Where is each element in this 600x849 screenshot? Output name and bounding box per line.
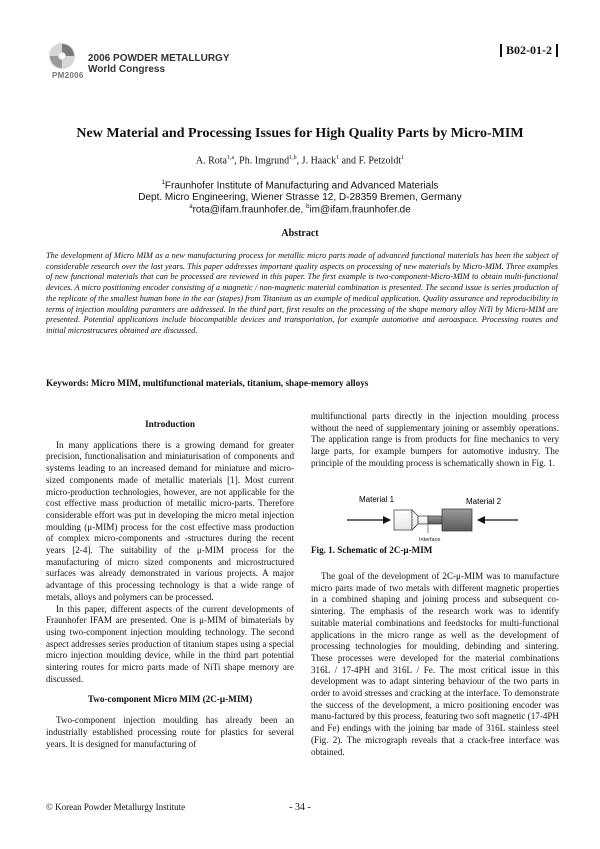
- logo-swirl-icon: [46, 42, 78, 72]
- author-name: Ph. Imgrund: [239, 155, 290, 167]
- abstract-heading: Abstract: [281, 228, 319, 239]
- material-2-label: Material 2: [466, 497, 502, 506]
- author-separator: and: [339, 155, 359, 167]
- author-name: F. Petzoldt: [358, 155, 402, 167]
- left-column: [46, 419, 294, 750]
- abstract-text: The development of Micro MIM as a new manufacturing process for metallic micro parts made of advanced functional materials has been the subject of considerable research over the last years. This paper addresses important quality aspects on processing of new materials by Micro-MIM. Three examples of new functional materials that can be processed are reviewed in this paper. The first example is two-component-Micro-MIM to obtain multi-functional devices. A micro positioning encoder consisting of a magnetic / non-magnetic material combination is presented. The second issue is series production of the replicate of the smallest human bone in the ear (stapes) from Titanium as an example of medical application. Quality assurance and reproducibility in terms of injection moulding paramters are addressed. In the third part, first results on the processing of the shape memory alloy NiTi by Micro-MIM are presented. Potential applications include biocompatible devices and transportation, for example automotive and aeroaspace. Processing routes and initial microstrucures obtained are discussed.: [46, 251, 558, 335]
- bimaterial-schematic: [345, 493, 520, 543]
- right-column-top: [311, 411, 559, 470]
- figure-1-schematic: [345, 493, 520, 543]
- right-paragraph-0: multifunctional parts directly in the injection moulding process without the need of supplementary joining or assembly operations. The application range is from products for fine mechanics to very large parts, for example bumpers for automotive industry. The principle of the moulding process is schematically shown in Fig. 1.: [311, 411, 559, 468]
- paper-code: [500, 43, 558, 58]
- affiliation-line1: [0, 180, 600, 191]
- author-sup: 1: [401, 155, 405, 161]
- intro-paragraph-2: In this paper, different aspects of the current developments of Fraunhofer IFAM are presented. One is μ-MIM of bimaterials by using two-component injection moulding technology. The second aspect addresses series production of titanium stapes using a special micro injection moulding device, while in the third part potential sintering routes for micro parts made of NiTi shape memory are discussed.: [46, 603, 294, 684]
- paper-title: New Material and Processing Issues for High Quality Parts by Micro-MIM: [76, 126, 524, 141]
- arrow-left-head: [383, 516, 391, 524]
- material-2-neck: [428, 516, 442, 524]
- email-link[interactable]: im@ifam.fraunhofer.de: [309, 204, 411, 216]
- conference-subtitle: World Congress: [88, 64, 166, 75]
- affiliation-emails: [0, 204, 600, 215]
- section2-paragraph-1: Two-component injection moulding has already been an industrially established processing route for plastics for several years. It is designed for manufacturing of: [46, 715, 294, 749]
- affiliation-line2: Dept. Micro Engineering, Wiener Strasse 12, D-28359 Bremen, Germany: [138, 192, 462, 203]
- author-list: [0, 155, 600, 166]
- section2-heading: Two-component Micro MIM (2C-μ-MIM): [87, 694, 253, 705]
- material-2-part: [442, 509, 472, 531]
- material-1-taper: [412, 510, 418, 530]
- page-number: - 34 -: [289, 802, 311, 813]
- affiliation-sup: 1: [161, 180, 165, 186]
- arrow-right-head: [477, 516, 485, 524]
- author-sup: 1,a: [227, 155, 235, 161]
- paper-code-text: B02-01-2: [506, 43, 552, 57]
- conference-name: 2006 POWDER METALLURGY: [88, 53, 230, 64]
- email-sup: a: [189, 204, 193, 210]
- code-bar-right: [556, 44, 558, 57]
- footer-copyright: © Korean Powder Metallurgy Institute: [46, 802, 186, 812]
- code-bar-left: [500, 44, 502, 57]
- figure-caption: Fig. 1. Schematic of 2C-μ-MIM: [311, 545, 433, 555]
- material-1-neck: [418, 516, 428, 524]
- affiliation-name: Fraunhofer Institute of Manufacturing and Advanced Materials: [164, 180, 439, 192]
- interface-label: Interface: [419, 537, 441, 543]
- material-1-part: [394, 510, 412, 530]
- right-paragraph-1: The goal of the development of 2C-μ-MIM was to manufacture micro parts made of two metals with different magnetic properties in a combined shaping and joining process and subsequent co-sintering. The emphasis of the research work was to identify suitable material combinations and feedstocks for multi-functional applications in the micro range as well as the development of processing technologies for moulding, debinding and sintering. These processes were developed for the material combinations 316L / 17-4PH and 316L / Fe. The most critical issue in this development was to adapt sintering behaviour of the two parts in order to avoid stresses and cracking at the interface. To demonstrate the success of the development, a micro positioning encoder was manu-factured by this process, featuring two soft magnetic (17-4PH and Fe) endings with the joining bar made of 316L stainless steel (Fig. 2). The micrograph reveals that a crack-free interface was obtained.: [311, 571, 559, 757]
- author-separator: ,: [234, 155, 240, 167]
- material-1-label: Material 1: [359, 495, 395, 504]
- right-column-bottom: [311, 571, 559, 758]
- intro-heading: Introduction: [145, 419, 195, 429]
- email-sup: b: [306, 204, 310, 210]
- author-name: A. Rota: [195, 155, 227, 167]
- author-sup: 1,b: [289, 155, 297, 161]
- keywords-line: Keywords: Micro MIM, multifunctional materials, titanium, shape-memory alloys: [46, 378, 369, 388]
- email-link[interactable]: rota@ifam.fraunhofer.de,: [192, 204, 307, 216]
- intro-paragraph-1: In many applications there is a growing demand for greater precision, functionalisation and miniaturisation of components and systems leading to an increased demand for miniature and micro-sized components made of metallic materials [1]. Most current micro-production technologies, however, are not applicable for the cost effective mass production of metallic micro-parts. Therefore considerable effort was put in developing the micro metal injection moulding (μ-MIM) process for the cost effective mass production of complex micro-components and -structures during the recent years [2-4]. The suitability of the μ-MIM process for the manufacturing of micro sized components and microstructured surfaces was already demonstrated in various projects. A major advantage of this processing technology is that a wide range of metals, alloys and polymers can be processed.: [46, 439, 294, 602]
- logo-text: PM2006: [52, 71, 84, 80]
- author-sup: 1: [336, 155, 340, 161]
- author-name: J. Haack: [301, 155, 337, 167]
- author-separator: ,: [296, 155, 302, 167]
